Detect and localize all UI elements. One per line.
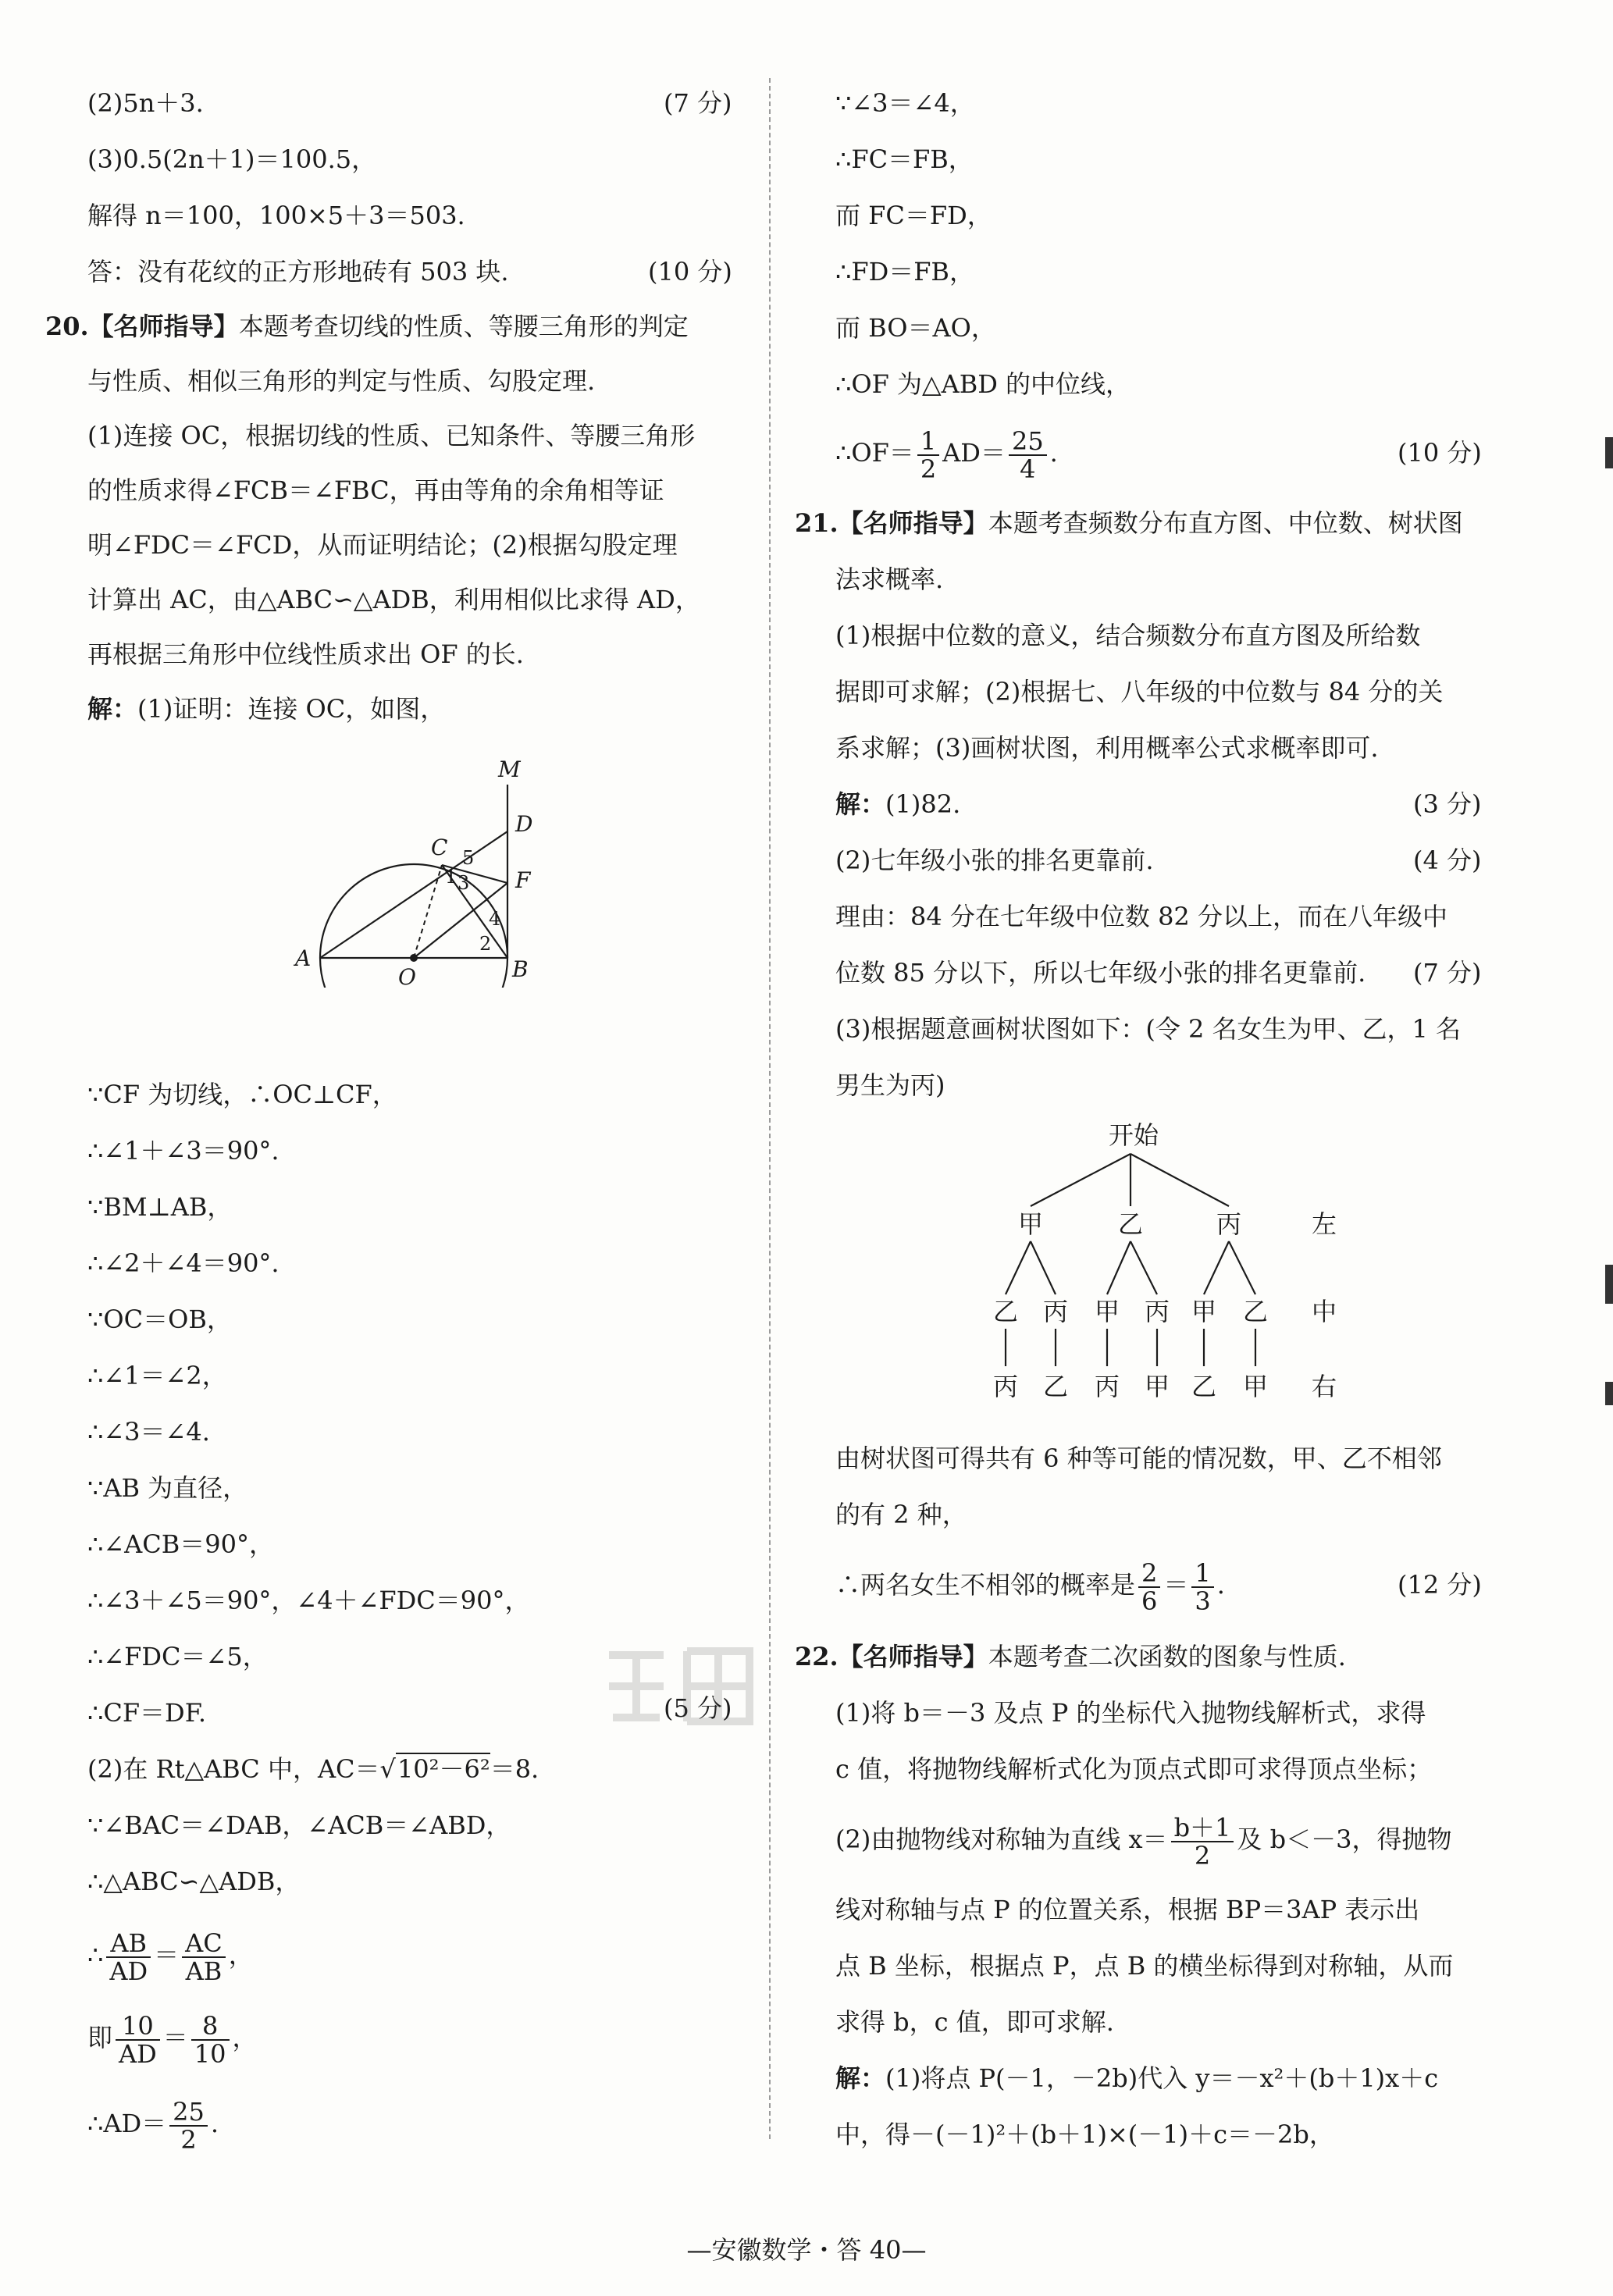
text-line: 据即可求解；(2)根据七、八年级的中位数与 84 分的关 <box>835 677 1444 707</box>
text-line: 与性质、相似三角形的判定与性质、勾股定理. <box>87 366 596 396</box>
text-span: 即 <box>87 2023 113 2052</box>
question-21-heading <box>795 506 1463 540</box>
tree-level3-tag: 右 <box>1312 1372 1337 1401</box>
numerator: 1 <box>917 428 939 456</box>
text-line: ∵∠3＝∠4， <box>835 88 975 118</box>
text-line: ∴△ABC∽△ADB， <box>87 1867 301 1896</box>
text-line: 线对称轴与点 P 的位置关系，根据 BP＝3AP 表示出 <box>835 1895 1420 1924</box>
text-span: ∴两名女生不相邻的概率是 <box>835 1570 1136 1600</box>
score-mark: (7 分) <box>1413 958 1482 988</box>
denominator: 2 <box>920 454 937 484</box>
label-c: C <box>431 835 448 860</box>
numerator: 8 <box>191 2013 230 2041</box>
fraction-line <box>835 1808 1451 1871</box>
numerator: AB <box>106 1930 151 1958</box>
denominator: 4 <box>1020 454 1036 484</box>
denominator: 6 <box>1141 1586 1158 1616</box>
score-mark: (7 分) <box>664 88 732 118</box>
text-line: (2)5n＋3. <box>87 88 204 118</box>
solution-label: 解： <box>835 789 886 819</box>
tree-level2-node: 丙 <box>1043 1297 1069 1326</box>
text-span: 本题考查二次函数的图象与性质. <box>988 1642 1346 1671</box>
tree-level2-node: 甲 <box>1095 1297 1120 1326</box>
fraction-line <box>87 2006 258 2069</box>
solution-label: 解： <box>835 2063 886 2093</box>
text-line: 求得 b，c 值，即可求解. <box>835 2007 1114 2037</box>
teacher-guide-tag: 【名师指导】 <box>838 1642 988 1671</box>
text-line: 而 FC＝FD， <box>835 201 992 230</box>
text-line: ∴∠ACB＝90°， <box>87 1529 275 1559</box>
text-line: 中，得－(－1)²＋(b＋1)×(－1)＋c＝－2b， <box>835 2120 1334 2149</box>
text-line: ∴∠1＝∠2， <box>87 1361 227 1390</box>
fraction <box>182 1930 226 1985</box>
text-span: . <box>210 2109 219 2138</box>
text-line: 由树状图可得共有 6 种等可能的情况数，甲、乙不相邻 <box>835 1443 1442 1473</box>
tree-level1-node: 乙 <box>1118 1209 1144 1239</box>
label-m: M <box>498 756 521 782</box>
tree-level2-tag: 中 <box>1312 1297 1337 1326</box>
text-span: ＝ <box>1163 1570 1189 1600</box>
tree-level1-node: 丙 <box>1216 1209 1242 1239</box>
tree-level2-node: 乙 <box>993 1297 1019 1326</box>
numerator: 1 <box>1191 1560 1213 1588</box>
fraction <box>1009 425 1047 484</box>
text-span: . <box>1049 438 1058 468</box>
text-line: 计算出 AC，由△ABC∽△ADB，利用相似比求得 AD， <box>87 585 700 614</box>
fraction-line <box>87 2092 219 2155</box>
text-line: (2)在 Rt△ABC 中，AC＝√10²－6²＝8. <box>87 1754 539 1784</box>
text-span: ＝ <box>154 1940 180 1970</box>
score-mark: (3 分) <box>1413 789 1482 819</box>
tree-level1-tag: 左 <box>1312 1209 1337 1239</box>
angle-label-4: 4 <box>489 908 501 930</box>
text-line: 而 BO＝AO， <box>835 313 996 343</box>
text-line: 理由：84 分在七年级中位数 82 分以上，而在八年级中 <box>835 902 1447 931</box>
column-divider <box>769 78 771 2139</box>
denominator: AD <box>109 1956 148 1986</box>
text-line: 法求概率. <box>835 564 944 594</box>
angle-label-2: 2 <box>479 933 492 955</box>
text-span: ， <box>232 2023 258 2052</box>
scan-edge-mark <box>1605 1265 1613 1304</box>
angle-label-3: 3 <box>458 872 470 894</box>
fraction-line <box>835 1554 1225 1616</box>
text-line: ∵BM⊥AB， <box>87 1192 233 1222</box>
text-span: (1)证明：连接 OC，如图， <box>137 694 446 724</box>
text-line: ∴OF 为△ABD 的中位线， <box>835 369 1131 399</box>
faint-watermark-stamp <box>593 1632 781 1741</box>
fraction <box>1191 1557 1213 1616</box>
text-line: 系求解；(3)画树状图，利用概率公式求概率即可. <box>835 733 1379 763</box>
question-number: 22. <box>795 1642 839 1671</box>
text-line: ∴FD＝FB， <box>835 257 974 287</box>
text-line: 的性质求得∠FCB＝∠FBC，再由等角的余角相等证 <box>87 475 664 505</box>
text-line: (1)将 b＝－3 及点 P 的坐标代入抛物线解析式，求得 <box>835 1698 1426 1728</box>
label-o: O <box>398 964 416 988</box>
denominator: AD <box>119 2038 157 2069</box>
denominator: 10 <box>194 2038 226 2069</box>
label-f: F <box>515 867 531 893</box>
text-line: (1)根据中位数的意义，结合频数分布直方图及所给数 <box>835 621 1421 650</box>
text-span: ∴AD＝ <box>87 2109 167 2138</box>
tree-level3-node: 丙 <box>993 1372 1019 1401</box>
fraction <box>1138 1557 1160 1616</box>
fraction <box>1171 1814 1234 1869</box>
angle-label-5: 5 <box>462 847 475 869</box>
fraction-line <box>87 1924 254 1986</box>
numerator: b＋1 <box>1171 1814 1234 1842</box>
text-span: AD＝ <box>942 438 1006 468</box>
label-a: A <box>295 945 312 971</box>
text-line: ∴∠2＋∠4＝90°. <box>87 1248 280 1278</box>
text-line: (1)连接 OC，根据切线的性质、已知条件、等腰三角形 <box>87 421 696 450</box>
text-line: ∴∠1＋∠3＝90°. <box>87 1136 280 1166</box>
text-line: ∵CF 为切线，∴OC⊥CF， <box>87 1080 397 1109</box>
fraction-line <box>835 422 1058 484</box>
text-line: 位数 85 分以下，所以七年级小张的排名更靠前. <box>835 958 1366 988</box>
question-number: 20. <box>45 311 89 341</box>
text-span: ＝8. <box>490 1754 539 1784</box>
question-20-heading <box>45 309 689 344</box>
text-span: (2)在 Rt△ABC 中，AC＝ <box>87 1754 380 1784</box>
scan-edge-mark <box>1605 1382 1613 1405</box>
tree-level2-node: 甲 <box>1191 1297 1217 1326</box>
sqrt-radicand: 10²－6² <box>397 1754 490 1784</box>
circle-tangent-figure <box>289 753 547 988</box>
text-line: ∵OC＝OB， <box>87 1305 232 1334</box>
teacher-guide-tag: 【名师指导】 <box>88 311 239 341</box>
tree-level3-node: 甲 <box>1243 1372 1269 1401</box>
text-span: (1)82. <box>885 789 961 819</box>
fraction <box>191 2010 230 2069</box>
text-line <box>835 787 960 821</box>
fraction <box>169 2098 208 2153</box>
question-number: 21. <box>795 508 839 538</box>
tree-level2-node: 乙 <box>1243 1297 1269 1326</box>
text-span: ∴ <box>87 1940 104 1970</box>
tree-level2-node: 丙 <box>1145 1297 1170 1326</box>
numerator: 25 <box>1009 428 1047 456</box>
page-footer: —安徽数学・答 40— <box>686 2235 927 2265</box>
tree-level3-node: 乙 <box>1043 1372 1069 1401</box>
text-span: . <box>1216 1570 1225 1600</box>
text-span: 本题考查频数分布直方图、中位数、树状图 <box>988 508 1463 538</box>
tree-level3-node: 丙 <box>1095 1372 1120 1401</box>
denominator: 2 <box>1194 1840 1211 1871</box>
question-22-heading <box>795 1639 1346 1674</box>
text-line <box>835 2061 1438 2095</box>
text-line: (3)根据题意画树状图如下：(令 2 名女生为甲、乙，1 名 <box>835 1014 1462 1044</box>
text-line: 解得 n＝100，100×5＋3＝503. <box>87 201 465 230</box>
scan-edge-mark <box>1605 437 1613 468</box>
numerator: 25 <box>169 2098 208 2127</box>
score-mark: (5 分) <box>664 1693 732 1723</box>
numerator: 10 <box>116 2013 160 2041</box>
text-span: (2)由抛物线对称轴为直线 x＝ <box>835 1824 1168 1854</box>
denominator: 2 <box>180 2124 197 2155</box>
tree-level1-node: 甲 <box>1018 1209 1044 1239</box>
text-line: (3)0.5(2n＋1)＝100.5， <box>87 144 377 174</box>
text-line: ∴FC＝FB， <box>835 144 974 174</box>
text-line: (2)七年级小张的排名更靠前. <box>835 845 1154 875</box>
text-line: 的有 2 种， <box>835 1500 967 1529</box>
text-line: ∴∠FDC＝∠5， <box>87 1642 268 1671</box>
tree-level3-node: 甲 <box>1145 1372 1170 1401</box>
fraction <box>116 2010 160 2069</box>
fraction <box>106 1930 151 1985</box>
text-line: ∴∠3＋∠5＝90°，∠4＋∠FDC＝90°， <box>87 1586 530 1615</box>
tree-level3-node: 乙 <box>1191 1372 1217 1401</box>
label-d: D <box>515 811 533 837</box>
text-span: ∴OF＝ <box>835 438 914 468</box>
angle-label-1: 1 <box>445 866 458 888</box>
text-line: 答：没有花纹的正方形地砖有 503 块. <box>87 257 509 287</box>
teacher-guide-tag: 【名师指导】 <box>838 508 988 538</box>
text-span: ， <box>228 1940 254 1970</box>
text-line: ∵∠BAC＝∠DAB，∠ACB＝∠ABD， <box>87 1810 511 1840</box>
score-mark: (10 分) <box>648 257 732 287</box>
denominator: 3 <box>1195 1586 1211 1616</box>
score-mark: (12 分) <box>1398 1570 1482 1600</box>
denominator: AB <box>185 1956 223 1986</box>
score-mark: (10 分) <box>1398 438 1482 468</box>
text-line: 点 B 坐标，根据点 P，点 B 的横坐标得到对称轴，从而 <box>835 1951 1454 1981</box>
center-point-o <box>410 954 418 962</box>
fraction <box>917 425 939 484</box>
text-line: 男生为丙) <box>835 1070 945 1100</box>
text-line: 明∠FDC＝∠FCD，从而证明结论；(2)根据勾股定理 <box>87 530 678 560</box>
text-span: ＝ <box>162 2023 188 2052</box>
text-span: 及 b＜－3，得抛物 <box>1237 1824 1452 1854</box>
numerator: 2 <box>1138 1560 1160 1588</box>
text-span: (1)将点 P(－1，－2b)代入 y＝－x²＋(b＋1)x＋c <box>885 2063 1439 2093</box>
text-line: ∵AB 为直径， <box>87 1473 248 1503</box>
text-line: ∴∠3＝∠4. <box>87 1417 210 1447</box>
score-mark: (4 分) <box>1413 845 1482 875</box>
solution-start <box>87 692 445 726</box>
solution-label: 解： <box>87 694 138 724</box>
tree-root: 开始 <box>1109 1120 1159 1150</box>
text-line: c 值，将抛物线解析式化为顶点式即可求得顶点坐标； <box>835 1754 1433 1784</box>
numerator: AC <box>182 1930 226 1958</box>
text-line: ∴CF＝DF. <box>87 1698 207 1728</box>
text-span: 本题考查切线的性质、等腰三角形的判定 <box>238 311 689 341</box>
text-line: 再根据三角形中位线性质求出 OF 的长. <box>87 639 524 669</box>
label-b: B <box>512 956 529 982</box>
